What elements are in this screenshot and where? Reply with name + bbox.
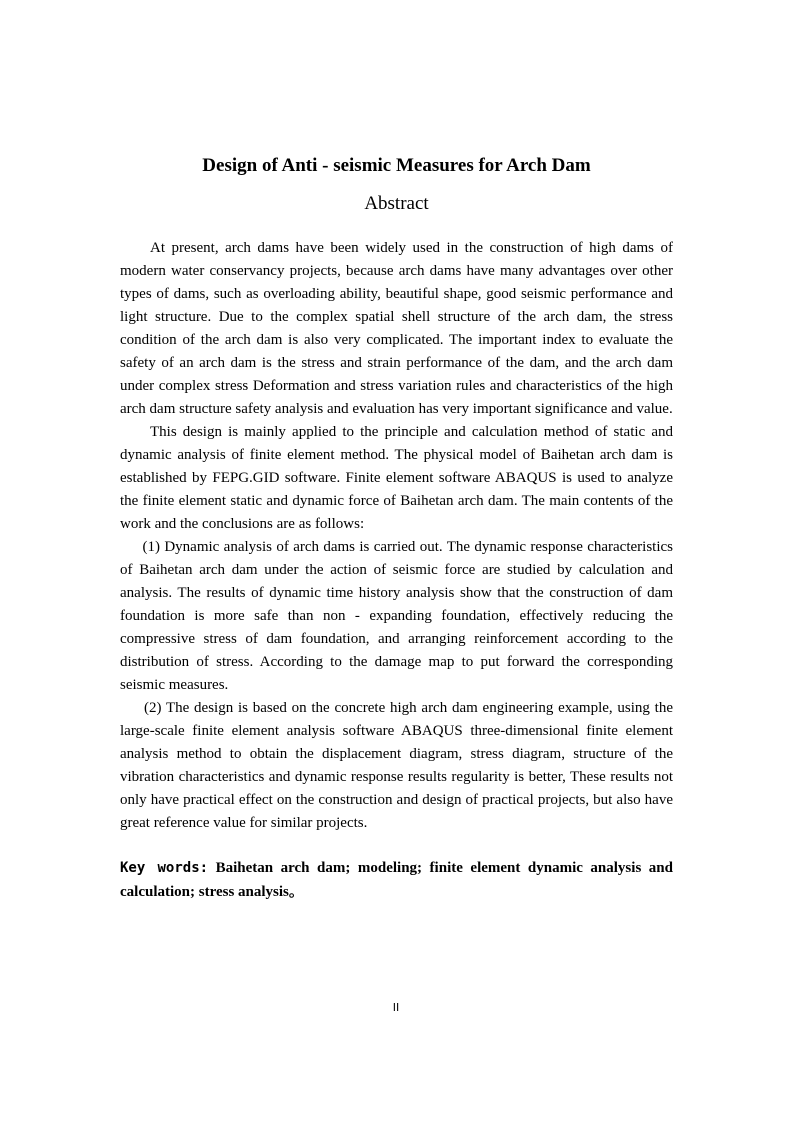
abstract-paragraph-3: (1) Dynamic analysis of arch dams is carried out. The dynamic response characteristics of Baihetan arch dam under the action of seismic force are studied by calculation and analysis. The results of dynamic time history analysis show that the construction of dam foundation is more safe than non - expanding foundation, effectively reducing the compressive stress of dam foundation, and arranging reinforcement according to the distribution of stress. According to the damage map to put forward the corresponding seismic measures. bbox=[120, 539, 673, 693]
keywords-section bbox=[120, 856, 673, 904]
abstract-paragraph-2: This design is mainly applied to the principle and calculation method of static and dynamic analysis of finite element method. The physical model of Baihetan arch dam is established by FEPG.GID software. Finite element software ABAQUS is used to analyze the finite element static and dynamic force of Baihetan arch dam. The main contents of the work and the conclusions are as follows: bbox=[120, 424, 673, 532]
abstract-heading: Abstract bbox=[364, 193, 429, 214]
keywords-text: Baihetan arch dam; modeling; finite element dynamic analysis and calculation; stress analysis。 bbox=[120, 860, 673, 900]
abstract-paragraph-4: (2) The design is based on the concrete high arch dam engineering example, using the large-scale finite element analysis software ABAQUS three-dimensional finite element analysis method to obtain the displacement diagram, stress diagram, structure of the vibration characteristics and dynamic response results regularity is better, These results not only have practical effect on the construction and design of practical projects, but also have great reference value for similar projects. bbox=[120, 700, 673, 831]
document-title: Design of Anti - seismic Measures for Arch Dam bbox=[202, 155, 591, 176]
abstract-paragraph-1: At present, arch dams have been widely used in the construction of high dams of modern water conservancy projects, because arch dams have many advantages over other types of dams, such as overloading ability, beautiful shape, good seismic performance and light structure. Due to the complex spatial shell structure of the arch dam, the stress condition of the arch dam is also very complicated. The important index to evaluate the safety of an arch dam is the stress and strain performance of the dam, and the arch dam under complex stress Deformation and stress variation rules and characteristics of the high arch dam structure safety analysis and evaluation has very important significance and value. bbox=[120, 240, 673, 417]
page-number: II bbox=[392, 1001, 400, 1014]
keywords-label: Key words: bbox=[120, 860, 209, 876]
abstract-body bbox=[120, 237, 673, 835]
